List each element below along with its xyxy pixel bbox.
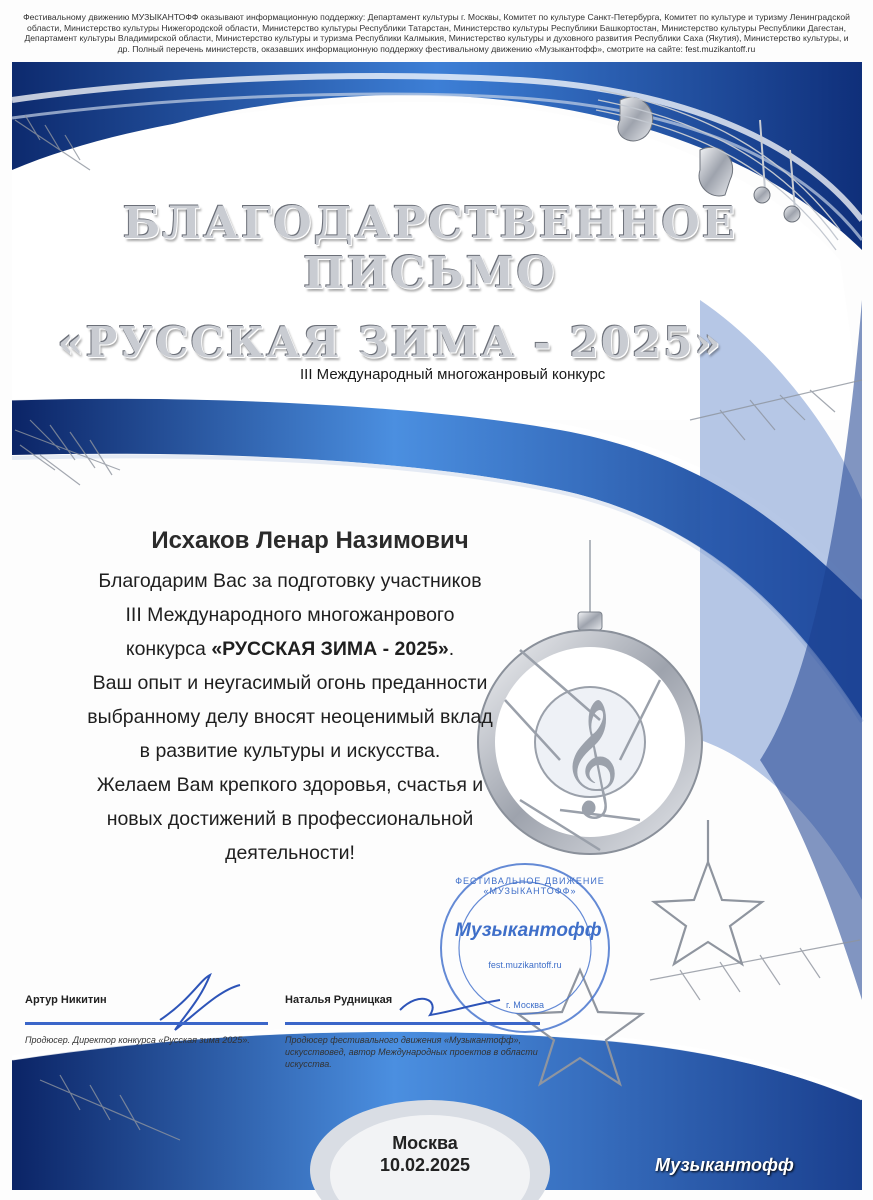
- signature-line-right: [285, 1022, 540, 1025]
- stamp-ring-text: ФЕСТИВАЛЬНОЕ ДВИЖЕНИЕ «МУЗЫКАНТОФФ»: [455, 876, 605, 896]
- body-line: выбранному делу вносят неоценимый вклад: [87, 706, 493, 728]
- signer-name-left: Артур Никитин: [25, 994, 107, 1006]
- svg-text:𝄞: 𝄞: [560, 697, 620, 814]
- issue-place-date: [360, 1132, 490, 1176]
- document-title-line1: БЛАГОДАРСТВЕННОЕ: [122, 198, 738, 249]
- body-line: III Международного многожанрового: [125, 604, 455, 626]
- body-line: Ваш опыт и неугасимый огонь преданности: [92, 672, 488, 694]
- stamp-brand: Музыкантофф: [455, 920, 602, 941]
- body-line: Желаем Вам крепкого здоровья, счастья и: [96, 774, 484, 796]
- signer-role-left: Продюсер. Директор конкурса «Русская зима 2025».: [25, 1035, 250, 1045]
- issue-city: Москва: [392, 1133, 458, 1153]
- letter-body: [30, 564, 550, 870]
- body-line: в развитие культуры и искусства.: [139, 740, 441, 762]
- support-notice: Фестивальному движению МУЗЫКАНТОФФ оказывают информационную поддержку: Департамент культуры г. Москвы, Комитет по культуре Санкт-Петербурга, Комитет по культуре и туризму Ленинградской области, Министерство культуры Нижегородской области, Министерство культуры Республики Татарстан, Министерство культуры Республики Башкортостан, Министерство культуры Республики Дагестан, Департамент культуры Владимирской области, Министерство культуры и туризма Республики Калмыкия, Министерство культуры и духовного развития Республики Саха (Якутия), Министерство культуры, и др. Полный перечень министерств, оказавших информационную поддержку фестивальному движению «Музыкантофф», смотрите на сайте: fest.muzikantoff.ru: [23, 12, 850, 54]
- document-title-line2: ПИСЬМО: [303, 248, 557, 299]
- contest-title: «РУССКАЯ ЗИМА - 2025»: [57, 318, 723, 367]
- signature-line-left: [25, 1022, 268, 1025]
- signer-name-right: Наталья Рудницкая: [285, 994, 393, 1006]
- contest-subtitle: III Международный многожанровый конкурс: [300, 366, 606, 383]
- issue-date: 10.02.2025: [379, 1155, 471, 1175]
- body-line: Благодарим Вас за подготовку участников: [98, 570, 482, 592]
- stamp-site: fest.muzikantoff.ru: [488, 960, 562, 970]
- signature-right: [285, 994, 535, 1006]
- footer-brand-logo: Музыкантофф: [655, 1155, 794, 1175]
- recipient-name: Исхаков Ленар Назимович: [151, 527, 469, 554]
- signer-role-right: Продюсер фестивального движения «Музыкантофф», искусствовед, автор Международных проектов в области искусства.: [285, 1035, 538, 1069]
- body-line: деятельности!: [225, 842, 355, 864]
- contest-name-bold: «РУССКАЯ ЗИМА - 2025»: [211, 638, 449, 660]
- signature-left: [25, 994, 275, 1006]
- body-line: новых достижений в профессиональной: [106, 808, 474, 830]
- body-line: конкурса «РУССКАЯ ЗИМА - 2025».: [125, 638, 455, 660]
- stamp-city: г. Москва: [506, 1000, 544, 1010]
